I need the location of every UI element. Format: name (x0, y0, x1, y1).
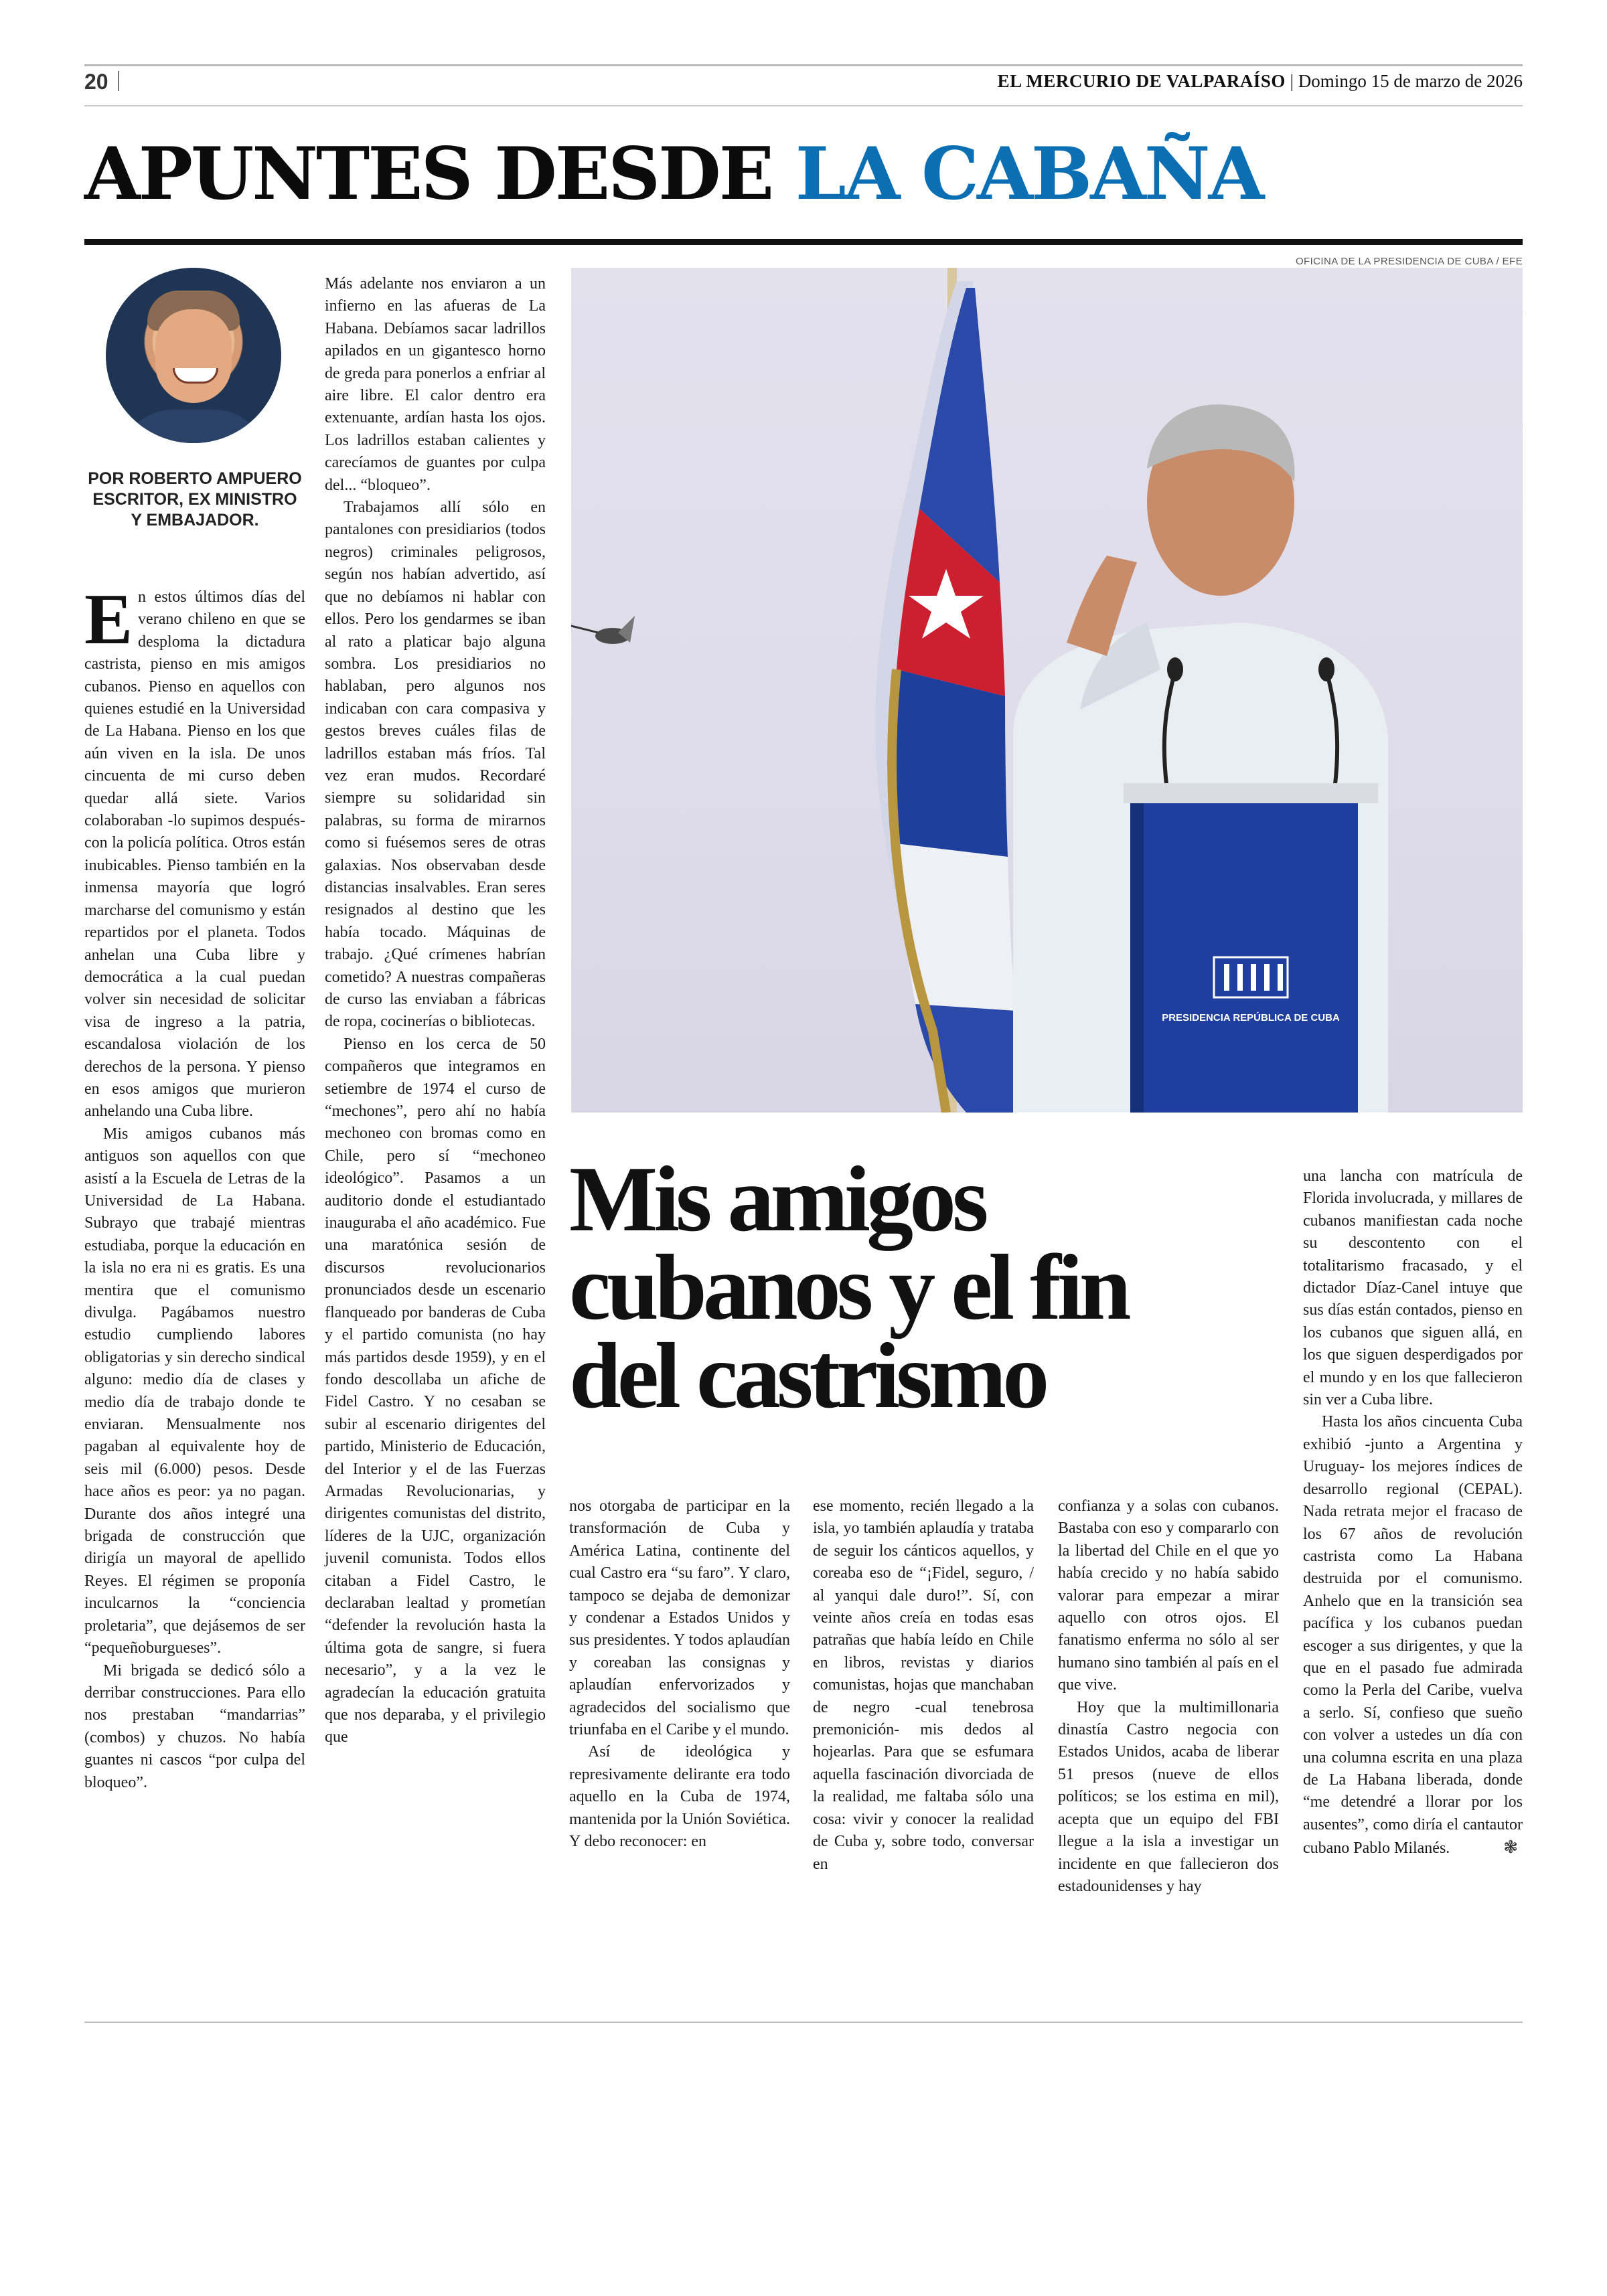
headline-line-2: cubanos y el fin (569, 1236, 1128, 1339)
article-column-2 (325, 273, 546, 1749)
end-of-article-icon: ❃ (1503, 1837, 1519, 1858)
paragraph: En estos últimos días del verano chileno en que se desploma la dictadura castrista, pienso en mis amigos cubanos. Pienso en aquellos con quienes estudié en la Universidad de La Habana. Pienso en los que aún viven en la isla. De unos cincuenta de mi curso deben quedar allá siete. Varios colaboraban -lo supimos después- con la policía política. Otros están inubicables. Pienso también en la inmensa mayoría que logró marcharse del comunismo y están repartidos por el planeta. Todos anhelan una Cuba libre y democrática a la cual puedan volver sin necesidad de solicitar visa de ingreso a la patria, escandalosa violación de los derechos de la persona. Y pienso en esos amigos que murieron anhelando una Cuba libre. (84, 580, 305, 1121)
paragraph: Mis amigos cubanos más antiguos son aquellos con que asistí a la Escuela de Letras de la Universidad de La Habana. Subrayo que trabajé mientras estudiaba, porque la educación en la isla no era ni es gratis. Es una mentira que el comunismo divulga. Pagábamos nuestro estudio cumpliendo labores obligatorias y sin derecho sindical alguno: medio día de clases y medio día de trabajo donde te enviaran. Mensualmente nos pagaban al equivalente hoy de seis mil (6.000) pesos. Desde hace años es peor: ya no pagan. Durante dos años integré una brigada de construcción que dirigía un mayoral de apellido Reyes. El régimen se proponía inculcarnos la “conciencia proletaria”, que dejásemos de ser “pequeñoburgueses”. (84, 1125, 305, 1657)
byline-author: POR ROBERTO AMPUERO (88, 469, 302, 488)
headline-line-1: Mis amigos (569, 1147, 985, 1251)
paragraph: nos otorgaba de participar en la transformación de Cuba y América Latina, continente del cual Castro era “su faro”. Y claro, tampoco se dejaba de demonizar y condenar a Estados Unidos y sus presidentes. Y todos aplaudían y coreaban las consignas y aplaudían enfervorizados y agradecidos del socialismo que triunfaba en el Caribe y el mundo. (569, 1497, 790, 1739)
article-column-5 (1058, 1495, 1279, 1898)
paragraph: confianza y a solas con cubanos. Bastaba con eso y compararlo con la libertad del Chile en el que yo había crecido y no había sabido valorar para empezar a mirar aquello con otros ojos. El fanatismo enferma no sólo al ser humano sino también al país en el que vive. (1058, 1497, 1279, 1694)
article-column-6 (1303, 1165, 1523, 1860)
masthead (998, 71, 1523, 92)
paragraph: Así de ideológica y represivamente delirante era todo aquello en la Cuba de 1974, mantenida por la Unión Soviética. Y debo reconocer: en (569, 1743, 790, 1851)
byline-role-cont: Y EMBAJADOR. (131, 511, 259, 529)
paragraph: Hoy que la multimillonaria dinastía Castro negocia con Estados Unidos, acaba de liberar 51 presos (nueve de ellos políticos; se los estima en mil), acepta que un equipo del FBI llegue a la isla a investigar un incidente en que fallecieron dos estadounidenses y hay (1058, 1698, 1279, 1895)
avatar-shirt (119, 410, 268, 443)
paragraph: Pienso en los cerca de 50 compañeros que integramos en setiembre de 1974 el curso de “mechones”, pero ahí no había mechoneo con bromas como en Chile, pero sí “mechoneo ideológico”. Pasamos a un auditorio donde el estudiantado inauguraba el año académico. Fue una maratónica sesión de discursos revolucionarios pronunciados desde un escenario flanqueado por banderas de Cuba y el partido comunista (no hay más partidos desde 1959), y en el fondo descollaba un afiche de Fidel Castro. Y no cesaban se subir al escenario dirigentes del partido, Ministerio de Educación, del Interior y el de las Fuerzas Armadas Revolucionarias, y dirigentes comunistas del distrito, líderes de la UJC, organización juvenil comunista. Todos ellos citaban a Fidel Castro, le declaraban lealtad y prometían “defender la revolución hasta la última gota de sangre, si fuera necesario”, y a la vez le agradecían la educación gratuita que nos deparaba, y el privilegio que (325, 1035, 546, 1746)
podium-label: PRESIDENCIA REPÚBLICA DE CUBA (1162, 1012, 1340, 1023)
author-avatar (106, 268, 281, 443)
article-photo (571, 268, 1523, 1113)
page-number-separator (118, 71, 119, 91)
section-title (84, 127, 1262, 221)
photo-credit: OFICINA DE LA PRESIDENCIA DE CUBA / EFE (1295, 256, 1523, 267)
publication-name: EL MERCURIO DE VALPARAÍSO (997, 71, 1286, 91)
article-column-4 (813, 1495, 1034, 1876)
article-headline (569, 1147, 1279, 1428)
page-number: 20 (84, 70, 108, 94)
paragraph: Más adelante nos enviaron a un infierno en las afueras de La Habana. Debíamos sacar ladrillos apilados en un gigantesco horno de greda para ponerlos a enfriar al aire libre. El calor dentro era extenuante, ardían hasta los ojos. Los ladrillos estaban calientes y carecíamos de guantes por culpa del... “bloqueo”. (325, 275, 546, 494)
headline-line-3: del castrismo (569, 1324, 1046, 1428)
avatar-face (155, 309, 232, 403)
top-rule (84, 64, 1523, 66)
masthead-separator: | (1290, 71, 1298, 91)
paragraph: una lancha con matrícula de Florida involucrada, y millares de cubanos manifiestan cada noche su descontento con el totalitarismo fracasado, y el dictador Díaz-Canel intuye que sus días están contados, pienso en los cubanos que siguen allá, en los que siguen desperdigados por el mundo y en los que fallecieron sin ver a Cuba libre. (1303, 1167, 1523, 1409)
article-column-1 (84, 580, 305, 1794)
paragraph: Trabajamos allí sólo en pantalones con presidiarios (todos negros) criminales peligrosos, según nos habían advertido, así que no debíamos ni hablar con ellos. Pero los gendarmes se iban al rato a platicar bajo alguna sombra. Los presidiarios no hablaban, pero algunos nos indicaban con cara compasiva y gestos breves cuáles filas de ladrillos estaban más fríos. Tal vez eran mudos. Recordaré siempre su solidaridad sin palabras, su forma de mirarnos como si fuésemos seres de otras galaxias. Nos observaban desde distancias insalvables. Eran seres resignados al destino que les había tocado. Máquinas de trabajo. ¿Qué crímenes habrían cometido? A nuestras compañeras de curso las enviaban a fábricas de ropa, cocinerías o bibliotecas. (325, 499, 546, 1031)
author-byline (84, 469, 305, 531)
drop-cap: E (84, 580, 133, 659)
photo-illustration (571, 268, 1523, 1113)
podium (1124, 783, 1378, 1113)
cuban-flag-icon (875, 281, 1033, 1113)
paragraph: ese momento, recién llegado a la isla, yo también aplaudía y trataba de seguir los cánticos aquellos, y coreaba eso de “¡Fidel, seguro, / al yanqui dale duro!”. Sí, con veinte años creía en todas esas patrañas que había leído en Chile en libros, revistas y diarios comunistas, hojas que manchaban de negro -cual tenebrosa premonición- mis dedos al hojearlas. Para que se esfumara aquella fascinación divorciada de la realidad, me faltaba sólo una cosa: vivir y conocer la realidad de Cuba y, sobre todo, conversar en (813, 1497, 1034, 1873)
paragraph: Hasta los años cincuenta Cuba exhibió -junto a Argentina y Uruguay- los mejores índices de desarrollo regional (CEPAL). Nada retrata mejor el fracaso de los 67 años de revolución castrista como La Habana destruida por el comunismo. Anhelo que en la transición sea pacífica y los cubanos puedan escoger a sus dirigentes, y que la que en el pasado fue admirada como la Perla del Caribe, vuelva a serlo. Sí, confieso que sueño con volver a ustedes un día con una columna escrita en una plaza de La Habana liberada, donde “me detendré a llorar por los ausentes”, como diría el cantautor cubano Pablo Milanés. ❃ (1303, 1413, 1523, 1858)
bottom-rule (84, 2022, 1523, 2023)
section-title-part2: LA CABAÑA (795, 132, 1263, 216)
publication-date: Domingo 15 de marzo de 2026 (1298, 71, 1523, 91)
section-rule (84, 239, 1523, 245)
hummingbird-icon (571, 616, 635, 644)
article-column-3 (569, 1495, 790, 1854)
header-rule (84, 105, 1523, 106)
section-title-part1: APUNTES DESDE (84, 132, 773, 216)
byline-role: ESCRITOR, EX MINISTRO (92, 490, 297, 509)
paragraph: Mi brigada se dedicó sólo a derribar construcciones. Para ello nos prestaban “mandarrias” (combos) y chuzos. No había guantes ni cascos “por culpa del bloqueo”. (84, 1661, 305, 1791)
